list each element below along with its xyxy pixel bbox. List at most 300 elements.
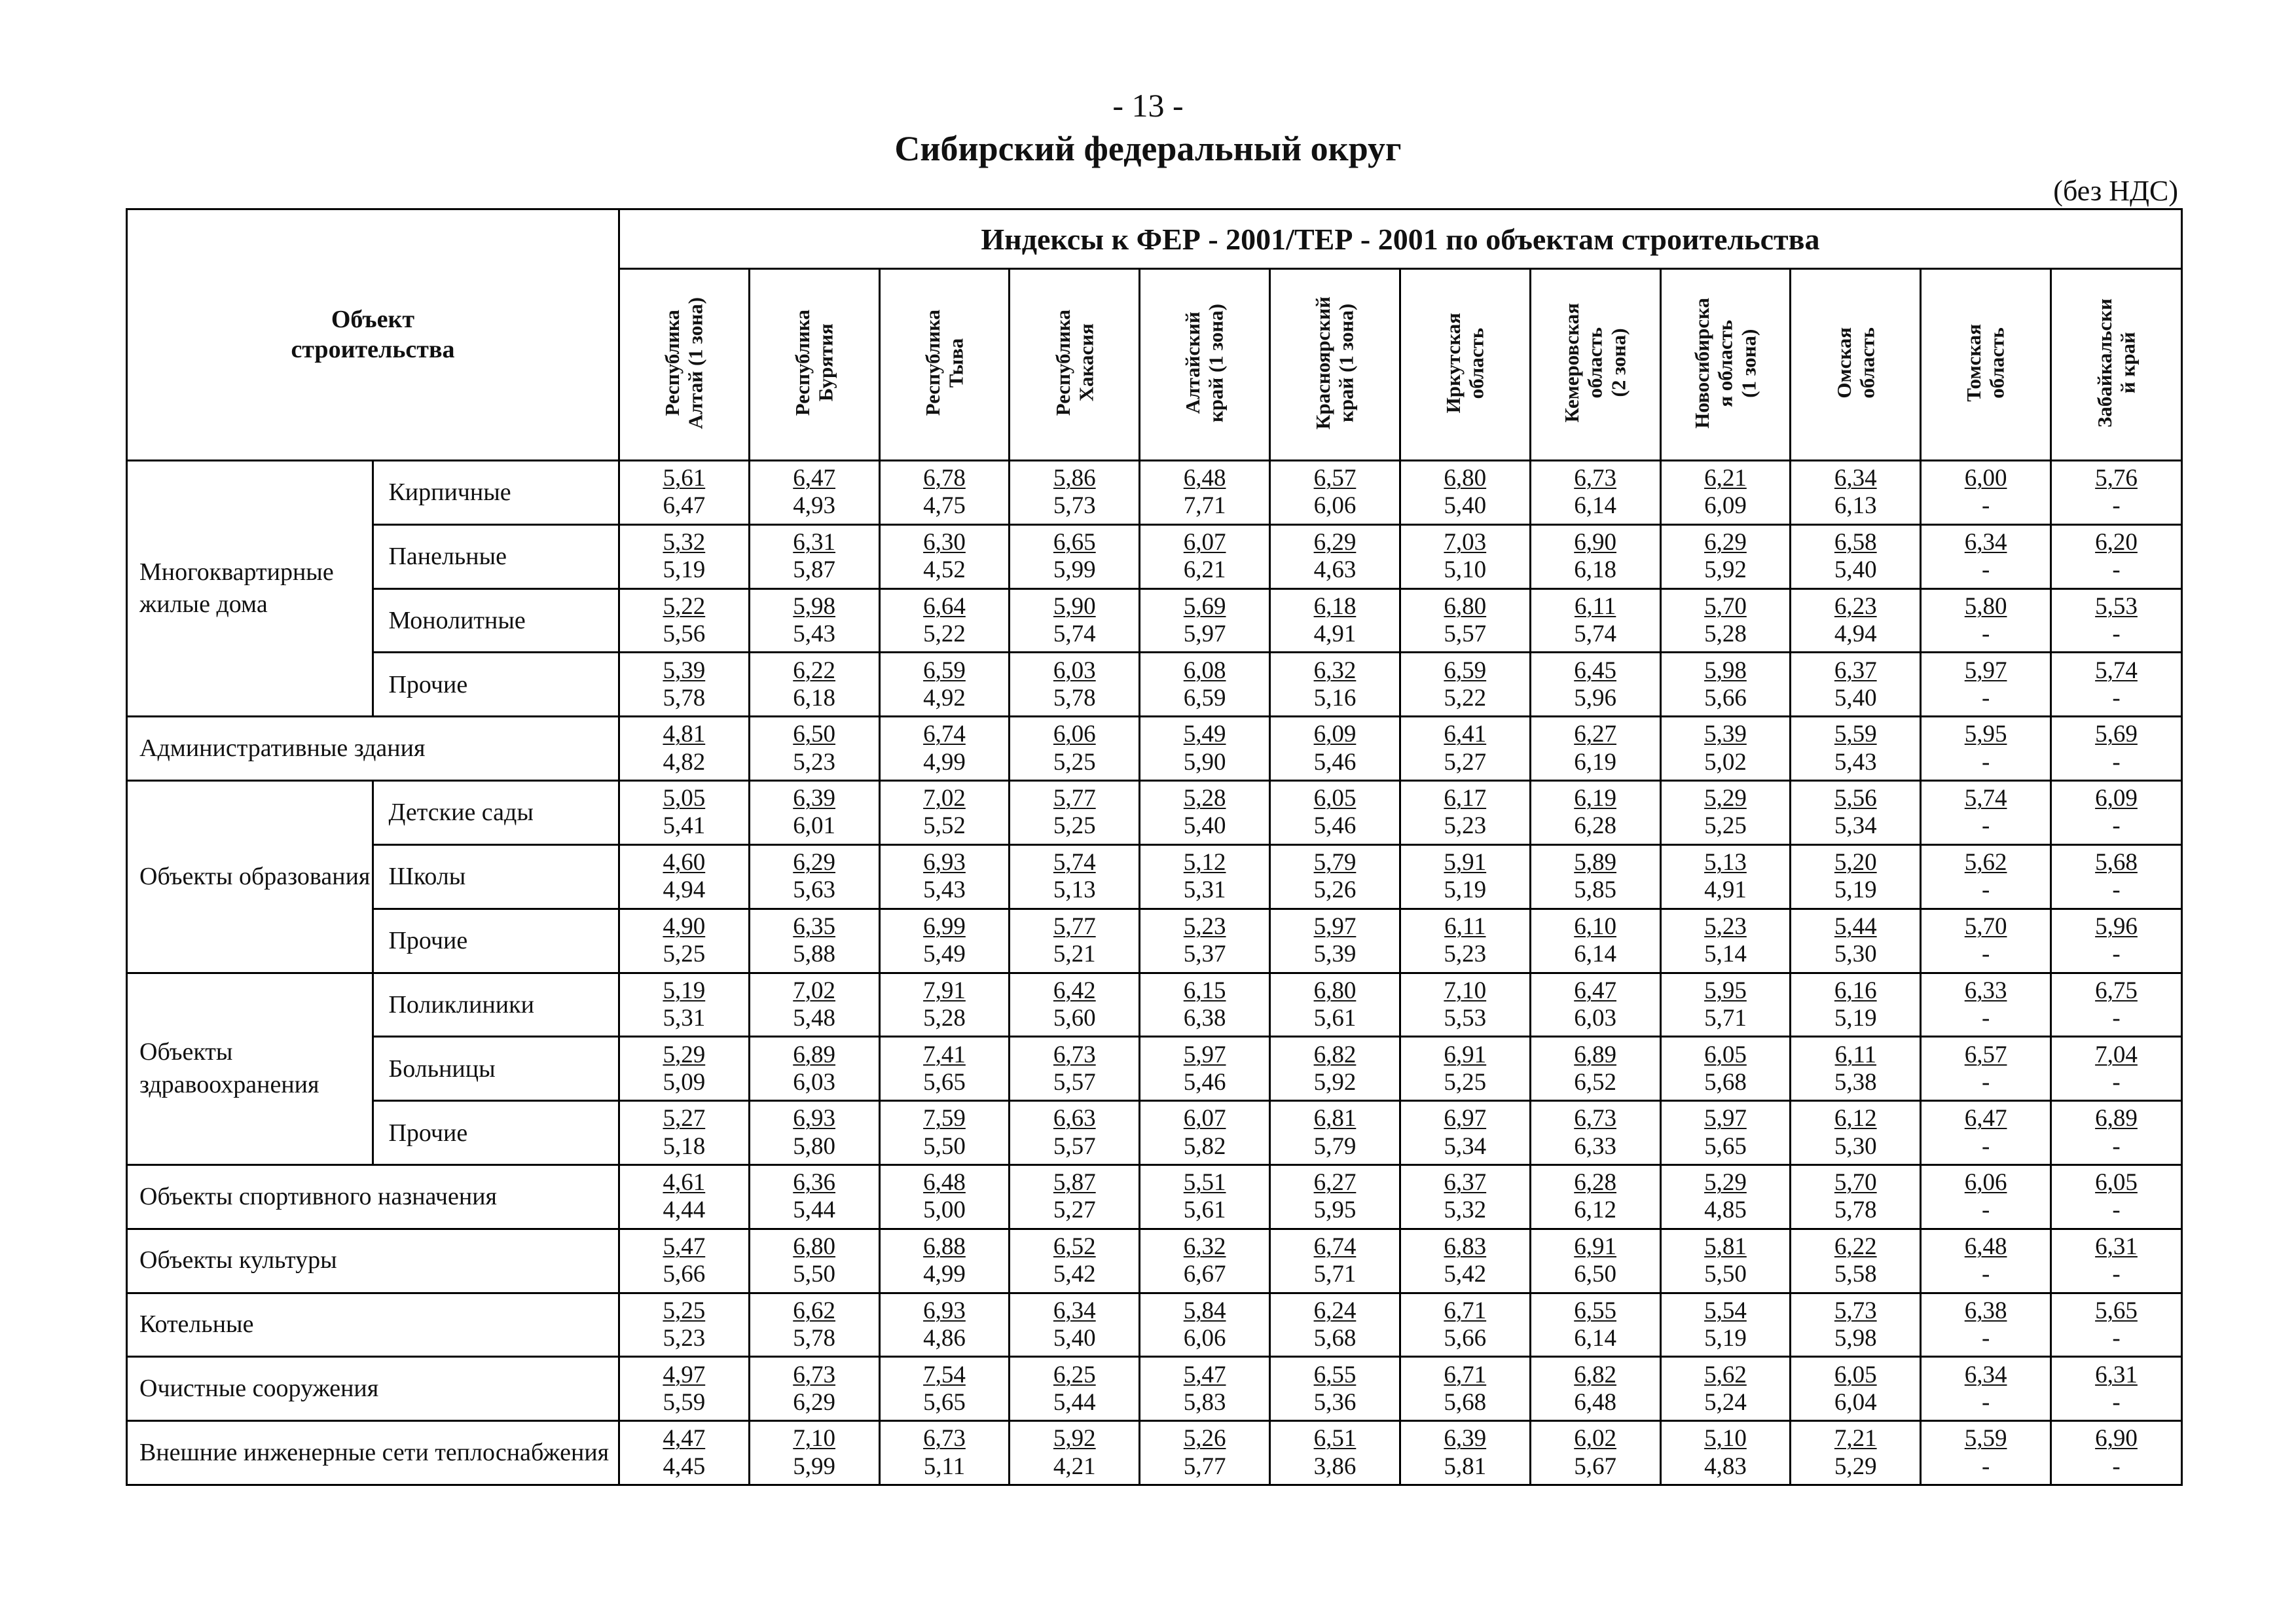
index-value-bottom: 6,18 bbox=[1574, 556, 1616, 584]
index-value-bottom: 5,65 bbox=[1704, 1132, 1747, 1160]
index-cell bbox=[879, 1101, 1010, 1165]
index-value-bottom: 5,11 bbox=[923, 1453, 966, 1480]
index-cell bbox=[1270, 1421, 1400, 1485]
index-value-bottom: 6,50 bbox=[1574, 1261, 1616, 1288]
index-value-top: 4,61 bbox=[663, 1169, 706, 1197]
index-value-top: 5,69 bbox=[1183, 592, 1226, 620]
index-value-bottom: 5,44 bbox=[793, 1197, 836, 1224]
index-value-bottom: - bbox=[2112, 748, 2121, 776]
index-value-bottom: 5,24 bbox=[1704, 1388, 1747, 1416]
index-value-top: 6,55 bbox=[1313, 1361, 1357, 1388]
index-cell bbox=[619, 844, 749, 909]
index-value-bottom: - bbox=[1981, 812, 1990, 840]
index-value-top: 6,32 bbox=[1183, 1233, 1226, 1260]
index-value-top: 6,29 bbox=[1313, 529, 1357, 556]
index-value-bottom: 5,81 bbox=[1444, 1453, 1487, 1480]
index-cell bbox=[749, 653, 879, 717]
index-value-top: 6,37 bbox=[1834, 657, 1877, 684]
index-cell bbox=[1791, 461, 1921, 525]
index-cell bbox=[1791, 1037, 1921, 1101]
index-value-bottom: - bbox=[1981, 1388, 1990, 1416]
index-value-bottom: - bbox=[2112, 1132, 2121, 1160]
index-value-bottom: 6,18 bbox=[793, 684, 836, 712]
index-value-bottom: 5,42 bbox=[1444, 1261, 1487, 1288]
index-value-bottom: - bbox=[2112, 812, 2121, 840]
index-cell bbox=[879, 1229, 1010, 1293]
index-value-top: 5,77 bbox=[1053, 912, 1096, 940]
index-value-top: 6,71 bbox=[1444, 1297, 1487, 1324]
index-value-top: 6,97 bbox=[1444, 1105, 1487, 1132]
index-value-bottom: - bbox=[1981, 1261, 1990, 1288]
index-value-top: 5,22 bbox=[663, 592, 706, 620]
object-header-text: Объект строительства bbox=[291, 305, 455, 363]
index-value-top: 6,00 bbox=[1964, 465, 2007, 492]
index-cell bbox=[1921, 1037, 2051, 1101]
index-value-top: 6,29 bbox=[793, 849, 836, 876]
index-cell bbox=[749, 973, 879, 1037]
index-value-top: 6,64 bbox=[923, 592, 966, 620]
index-value-bottom: - bbox=[2112, 1068, 2121, 1096]
index-value-top: 6,89 bbox=[1574, 1041, 1616, 1068]
region-label: Омская область bbox=[1832, 327, 1879, 399]
region-header bbox=[1010, 269, 1140, 461]
index-value-top: 5,95 bbox=[1964, 721, 2007, 748]
index-cell bbox=[2051, 653, 2182, 717]
index-value-top: 6,81 bbox=[1313, 1105, 1357, 1132]
index-value-bottom: 5,40 bbox=[1053, 1324, 1096, 1352]
index-value-bottom: 5,65 bbox=[923, 1068, 966, 1096]
index-value-top: 5,98 bbox=[1704, 657, 1747, 684]
index-value-bottom: 5,58 bbox=[1834, 1261, 1877, 1288]
index-cell bbox=[619, 717, 749, 781]
index-value-bottom: 5,23 bbox=[793, 748, 836, 776]
index-cell bbox=[1530, 1229, 1660, 1293]
index-value-bottom: 5,44 bbox=[1053, 1388, 1096, 1416]
index-value-top: 5,26 bbox=[1183, 1425, 1226, 1453]
index-cell bbox=[2051, 1421, 2182, 1485]
index-value-top: 6,50 bbox=[793, 721, 836, 748]
index-cell bbox=[1921, 844, 2051, 909]
index-cell bbox=[749, 1293, 879, 1357]
index-cell bbox=[1921, 588, 2051, 653]
index-cell bbox=[1921, 781, 2051, 845]
index-value-bottom: 5,19 bbox=[663, 556, 706, 584]
index-cell bbox=[1140, 1164, 1270, 1229]
index-value-bottom: 5,80 bbox=[793, 1132, 836, 1160]
index-value-top: 6,11 bbox=[1444, 912, 1486, 940]
index-value-bottom: 5,40 bbox=[1183, 812, 1226, 840]
index-cell bbox=[749, 844, 879, 909]
index-value-bottom: 6,14 bbox=[1574, 492, 1616, 520]
index-value-top: 6,47 bbox=[1574, 977, 1616, 1004]
index-value-top: 6,55 bbox=[1574, 1297, 1616, 1324]
index-value-bottom: - bbox=[1981, 941, 1990, 968]
index-value-top: 6,83 bbox=[1444, 1233, 1487, 1260]
index-value-bottom: 5,66 bbox=[1704, 684, 1747, 712]
index-value-top: 6,11 bbox=[1574, 592, 1616, 620]
index-value-bottom: 5,46 bbox=[1313, 748, 1357, 776]
index-value-bottom: 6,14 bbox=[1574, 1324, 1616, 1352]
index-value-top: 6,80 bbox=[1444, 592, 1487, 620]
index-cell bbox=[749, 1037, 879, 1101]
index-value-top: 6,34 bbox=[1834, 465, 1877, 492]
index-value-top: 4,81 bbox=[663, 721, 706, 748]
index-cell bbox=[879, 588, 1010, 653]
index-value-bottom: 5,99 bbox=[1053, 556, 1096, 584]
index-value-bottom: 6,29 bbox=[793, 1388, 836, 1416]
index-value-bottom: 5,43 bbox=[923, 876, 966, 904]
index-cell bbox=[1140, 1293, 1270, 1357]
index-value-top: 6,38 bbox=[1964, 1297, 2007, 1324]
index-cell bbox=[879, 844, 1010, 909]
index-cell bbox=[1010, 653, 1140, 717]
index-value-top: 4,60 bbox=[663, 849, 706, 876]
index-cell bbox=[879, 781, 1010, 845]
index-value-top: 6,11 bbox=[1834, 1041, 1876, 1068]
index-cell bbox=[1921, 653, 2051, 717]
index-value-top: 6,71 bbox=[1444, 1361, 1487, 1388]
index-cell bbox=[1530, 717, 1660, 781]
index-cell bbox=[1400, 588, 1530, 653]
index-cell bbox=[1140, 1101, 1270, 1165]
index-cell bbox=[2051, 588, 2182, 653]
index-cell bbox=[1140, 781, 1270, 845]
index-value-bottom: - bbox=[2112, 941, 2121, 968]
subcategory-label: Детские сады bbox=[373, 781, 619, 845]
index-cell bbox=[1530, 1421, 1660, 1485]
index-cell bbox=[1791, 1421, 1921, 1485]
index-cell bbox=[1140, 588, 1270, 653]
index-value-top: 6,23 bbox=[1834, 592, 1877, 620]
index-value-top: 6,34 bbox=[1964, 529, 2007, 556]
index-value-bottom: 5,31 bbox=[663, 1004, 706, 1032]
index-value-bottom: 4,94 bbox=[1834, 621, 1877, 648]
index-cell bbox=[2051, 461, 2182, 525]
index-value-bottom: 4,44 bbox=[663, 1197, 706, 1224]
index-cell bbox=[1140, 909, 1270, 973]
index-value-top: 5,59 bbox=[1964, 1425, 2007, 1453]
index-value-top: 6,10 bbox=[1574, 912, 1616, 940]
index-value-bottom: 5,40 bbox=[1834, 556, 1877, 584]
index-value-top: 5,62 bbox=[1964, 849, 2007, 876]
index-cell bbox=[1010, 524, 1140, 588]
index-value-top: 4,90 bbox=[663, 912, 706, 940]
category-label: Административные здания bbox=[127, 717, 619, 781]
index-value-bottom: 5,65 bbox=[923, 1388, 966, 1416]
index-value-bottom: 5,19 bbox=[1444, 876, 1487, 904]
index-value-top: 5,87 bbox=[1053, 1169, 1096, 1197]
index-value-bottom: 5,57 bbox=[1053, 1068, 1096, 1096]
subcategory-label: Прочие bbox=[373, 1101, 619, 1165]
index-value-top: 6,21 bbox=[1704, 465, 1747, 492]
index-value-bottom: 5,16 bbox=[1313, 684, 1357, 712]
index-value-bottom: - bbox=[2112, 1324, 2121, 1352]
index-value-bottom: 4,52 bbox=[923, 556, 966, 584]
index-value-bottom: 5,34 bbox=[1444, 1132, 1487, 1160]
index-value-bottom: - bbox=[2112, 876, 2121, 904]
index-value-top: 6,89 bbox=[2095, 1105, 2138, 1132]
category-label: Котельные bbox=[127, 1293, 619, 1357]
index-value-top: 6,16 bbox=[1834, 977, 1877, 1004]
index-value-top: 5,81 bbox=[1704, 1233, 1747, 1260]
index-value-bottom: 5,61 bbox=[1313, 1004, 1357, 1032]
index-cell bbox=[749, 461, 879, 525]
index-cell bbox=[879, 1164, 1010, 1229]
index-value-top: 5,97 bbox=[1704, 1105, 1747, 1132]
index-value-top: 5,28 bbox=[1183, 785, 1226, 812]
table-row bbox=[127, 1229, 2182, 1293]
index-value-top: 5,79 bbox=[1313, 849, 1357, 876]
index-value-top: 6,09 bbox=[2095, 785, 2138, 812]
index-value-top: 6,90 bbox=[2095, 1425, 2138, 1453]
index-value-top: 6,24 bbox=[1313, 1297, 1357, 1324]
index-value-bottom: 5,13 bbox=[1053, 876, 1096, 904]
index-value-top: 6,73 bbox=[1574, 465, 1616, 492]
index-value-bottom: 7,71 bbox=[1183, 492, 1226, 520]
index-value-bottom: 6,06 bbox=[1183, 1324, 1226, 1352]
index-cell bbox=[1530, 653, 1660, 717]
index-cell bbox=[1400, 717, 1530, 781]
region-header bbox=[1660, 269, 1791, 461]
index-value-bottom: 5,60 bbox=[1053, 1004, 1096, 1032]
index-cell bbox=[619, 781, 749, 845]
index-value-top: 5,70 bbox=[1964, 912, 2007, 940]
index-value-top: 6,73 bbox=[1574, 1105, 1616, 1132]
index-cell bbox=[1140, 973, 1270, 1037]
index-value-bottom: - bbox=[2112, 621, 2121, 648]
index-value-top: 6,09 bbox=[1313, 721, 1357, 748]
index-value-bottom: 5,22 bbox=[923, 621, 966, 648]
index-cell bbox=[1791, 844, 1921, 909]
index-cell bbox=[1270, 973, 1400, 1037]
region-label: Томская область bbox=[1962, 324, 2009, 402]
index-value-top: 6,59 bbox=[923, 657, 966, 684]
index-value-bottom: 5,95 bbox=[1313, 1197, 1357, 1224]
index-cell bbox=[1270, 461, 1400, 525]
index-value-top: 6,42 bbox=[1053, 977, 1096, 1004]
table-row bbox=[127, 524, 2182, 588]
index-cell bbox=[1660, 588, 1791, 653]
index-value-bottom: 6,52 bbox=[1574, 1068, 1616, 1096]
index-cell bbox=[619, 1357, 749, 1421]
index-cell bbox=[879, 461, 1010, 525]
index-value-bottom: 5,68 bbox=[1313, 1324, 1357, 1352]
index-value-bottom: 5,46 bbox=[1313, 812, 1357, 840]
index-value-bottom: 5,49 bbox=[923, 941, 966, 968]
index-cell bbox=[2051, 909, 2182, 973]
region-label: Иркутская область bbox=[1442, 312, 1488, 414]
index-value-top: 6,51 bbox=[1313, 1425, 1357, 1453]
index-value-bottom: 5,23 bbox=[663, 1324, 706, 1352]
index-value-bottom: 5,00 bbox=[923, 1197, 966, 1224]
index-value-bottom: 5,57 bbox=[1053, 1132, 1096, 1160]
table-row bbox=[127, 588, 2182, 653]
index-value-bottom: 5,92 bbox=[1704, 556, 1747, 584]
index-value-top: 5,69 bbox=[2095, 721, 2138, 748]
region-label: Алтайский край (1 зона) bbox=[1181, 303, 1228, 423]
table-row bbox=[127, 973, 2182, 1037]
index-value-bottom: 5,48 bbox=[793, 1004, 836, 1032]
index-value-top: 6,48 bbox=[1964, 1233, 2007, 1260]
index-value-top: 6,78 bbox=[923, 465, 966, 492]
index-cell bbox=[619, 1037, 749, 1101]
index-value-top: 5,44 bbox=[1834, 912, 1877, 940]
index-cell bbox=[2051, 973, 2182, 1037]
index-value-top: 5,23 bbox=[1183, 912, 1226, 940]
index-cell bbox=[1660, 461, 1791, 525]
index-value-top: 7,54 bbox=[923, 1361, 966, 1388]
index-cell bbox=[1010, 909, 1140, 973]
index-value-top: 6,88 bbox=[923, 1233, 966, 1260]
index-cell bbox=[1660, 1293, 1791, 1357]
index-cell bbox=[2051, 781, 2182, 845]
index-cell bbox=[1270, 1101, 1400, 1165]
index-cell bbox=[2051, 717, 2182, 781]
index-value-bottom: 5,32 bbox=[1444, 1197, 1487, 1224]
index-cell bbox=[1400, 1357, 1530, 1421]
index-value-top: 6,45 bbox=[1574, 657, 1616, 684]
index-cell bbox=[1270, 653, 1400, 717]
index-value-top: 5,77 bbox=[1053, 785, 1096, 812]
index-cell bbox=[1010, 1229, 1140, 1293]
region-header bbox=[1921, 269, 2051, 461]
index-value-top: 6,36 bbox=[793, 1169, 836, 1197]
index-value-top: 6,80 bbox=[1444, 465, 1487, 492]
index-value-bottom: 6,13 bbox=[1834, 492, 1877, 520]
index-value-bottom: 6,01 bbox=[793, 812, 836, 840]
index-value-bottom: 4,86 bbox=[923, 1324, 966, 1352]
index-cell bbox=[2051, 1037, 2182, 1101]
index-cell bbox=[1660, 781, 1791, 845]
index-cell bbox=[1140, 1229, 1270, 1293]
index-value-bottom: 5,50 bbox=[1704, 1261, 1747, 1288]
index-value-top: 6,73 bbox=[923, 1425, 966, 1453]
index-cell bbox=[1921, 1229, 2051, 1293]
index-cell bbox=[1660, 909, 1791, 973]
index-value-bottom: 6,67 bbox=[1183, 1261, 1226, 1288]
index-cell bbox=[1660, 653, 1791, 717]
index-value-bottom: 5,14 bbox=[1704, 941, 1747, 968]
region-header bbox=[749, 269, 879, 461]
index-cell bbox=[749, 909, 879, 973]
index-cell bbox=[2051, 1357, 2182, 1421]
index-cell bbox=[1010, 717, 1140, 781]
index-value-top: 5,74 bbox=[2095, 657, 2138, 684]
index-value-bottom: 5,63 bbox=[793, 876, 836, 904]
index-cell bbox=[1270, 717, 1400, 781]
index-value-top: 7,91 bbox=[923, 977, 966, 1004]
index-value-top: 5,49 bbox=[1183, 721, 1226, 748]
index-value-top: 5,76 bbox=[2095, 465, 2138, 492]
index-value-top: 5,96 bbox=[2095, 912, 2138, 940]
subcategory-label: Монолитные bbox=[373, 588, 619, 653]
page-title: Сибирский федеральный округ bbox=[894, 129, 1402, 168]
category-label: Объекты спортивного назначения bbox=[127, 1164, 619, 1229]
index-value-top: 6,29 bbox=[1704, 529, 1747, 556]
index-value-bottom: 5,34 bbox=[1834, 812, 1877, 840]
index-value-top: 6,33 bbox=[1964, 977, 2007, 1004]
index-cell bbox=[1400, 909, 1530, 973]
index-value-bottom: 5,73 bbox=[1053, 492, 1096, 520]
index-value-top: 6,93 bbox=[923, 849, 966, 876]
index-value-top: 6,75 bbox=[2095, 977, 2138, 1004]
index-value-top: 5,39 bbox=[663, 657, 706, 684]
index-value-bottom: 5,21 bbox=[1053, 941, 1096, 968]
index-value-top: 6,73 bbox=[1053, 1041, 1096, 1068]
region-header bbox=[1791, 269, 1921, 461]
index-value-top: 5,80 bbox=[1964, 592, 2007, 620]
index-value-top: 4,47 bbox=[663, 1425, 706, 1453]
index-value-top: 5,29 bbox=[663, 1041, 706, 1068]
index-value-top: 5,91 bbox=[1444, 849, 1487, 876]
index-value-top: 4,97 bbox=[663, 1361, 706, 1388]
index-value-bottom: 5,66 bbox=[1444, 1324, 1487, 1352]
category-label: Многоквартирные жилые дома bbox=[127, 461, 373, 717]
index-value-bottom: 6,38 bbox=[1183, 1004, 1226, 1032]
category-label: Объекты образования bbox=[127, 781, 373, 973]
index-value-bottom: 5,26 bbox=[1313, 876, 1357, 904]
index-cell bbox=[1530, 1101, 1660, 1165]
index-value-top: 6,35 bbox=[793, 912, 836, 940]
index-value-top: 6,57 bbox=[1964, 1041, 2007, 1068]
index-cell bbox=[1791, 653, 1921, 717]
index-value-bottom: - bbox=[1981, 684, 1990, 712]
index-value-top: 6,99 bbox=[923, 912, 966, 940]
index-value-top: 5,20 bbox=[1834, 849, 1877, 876]
index-cell bbox=[1530, 844, 1660, 909]
index-cell bbox=[619, 1229, 749, 1293]
index-value-top: 5,89 bbox=[1574, 849, 1616, 876]
index-value-top: 6,74 bbox=[923, 721, 966, 748]
index-value-top: 6,47 bbox=[793, 465, 836, 492]
index-value-top: 6,47 bbox=[1964, 1105, 2007, 1132]
index-cell bbox=[1010, 781, 1140, 845]
index-value-bottom: - bbox=[1981, 1004, 1990, 1032]
index-cell bbox=[1270, 1293, 1400, 1357]
index-value-top: 6,31 bbox=[2095, 1233, 2138, 1260]
index-value-top: 6,27 bbox=[1574, 721, 1616, 748]
index-cell bbox=[619, 524, 749, 588]
index-value-top: 5,47 bbox=[663, 1233, 706, 1260]
index-cell bbox=[1400, 461, 1530, 525]
subcategory-label: Поликлиники bbox=[373, 973, 619, 1037]
index-cell bbox=[1400, 844, 1530, 909]
index-cell bbox=[2051, 844, 2182, 909]
region-label: Забайкальски й край bbox=[2092, 298, 2140, 428]
index-value-top: 7,41 bbox=[923, 1041, 966, 1068]
index-cell bbox=[1791, 1164, 1921, 1229]
index-cell bbox=[1400, 1037, 1530, 1101]
index-cell bbox=[1140, 844, 1270, 909]
index-value-bottom: 5,52 bbox=[923, 812, 966, 840]
index-value-bottom: 6,14 bbox=[1574, 941, 1616, 968]
index-value-top: 5,23 bbox=[1704, 912, 1747, 940]
index-header: Индексы к ФЕР - 2001/ТЕР - 2001 по объектам строительства bbox=[619, 209, 2181, 269]
index-value-top: 6,90 bbox=[1574, 529, 1616, 556]
index-value-top: 6,58 bbox=[1834, 529, 1877, 556]
index-cell bbox=[1530, 781, 1660, 845]
index-value-bottom: 5,31 bbox=[1183, 876, 1226, 904]
index-cell bbox=[879, 909, 1010, 973]
region-header bbox=[2051, 269, 2182, 461]
index-value-top: 7,10 bbox=[793, 1425, 836, 1453]
index-value-top: 5,19 bbox=[663, 977, 706, 1004]
page-number: - 13 - bbox=[1112, 87, 1184, 124]
index-value-bottom: 4,91 bbox=[1704, 876, 1747, 904]
index-cell bbox=[1140, 717, 1270, 781]
subcategory-label: Прочие bbox=[373, 653, 619, 717]
index-value-bottom: 5,78 bbox=[1834, 1197, 1877, 1224]
